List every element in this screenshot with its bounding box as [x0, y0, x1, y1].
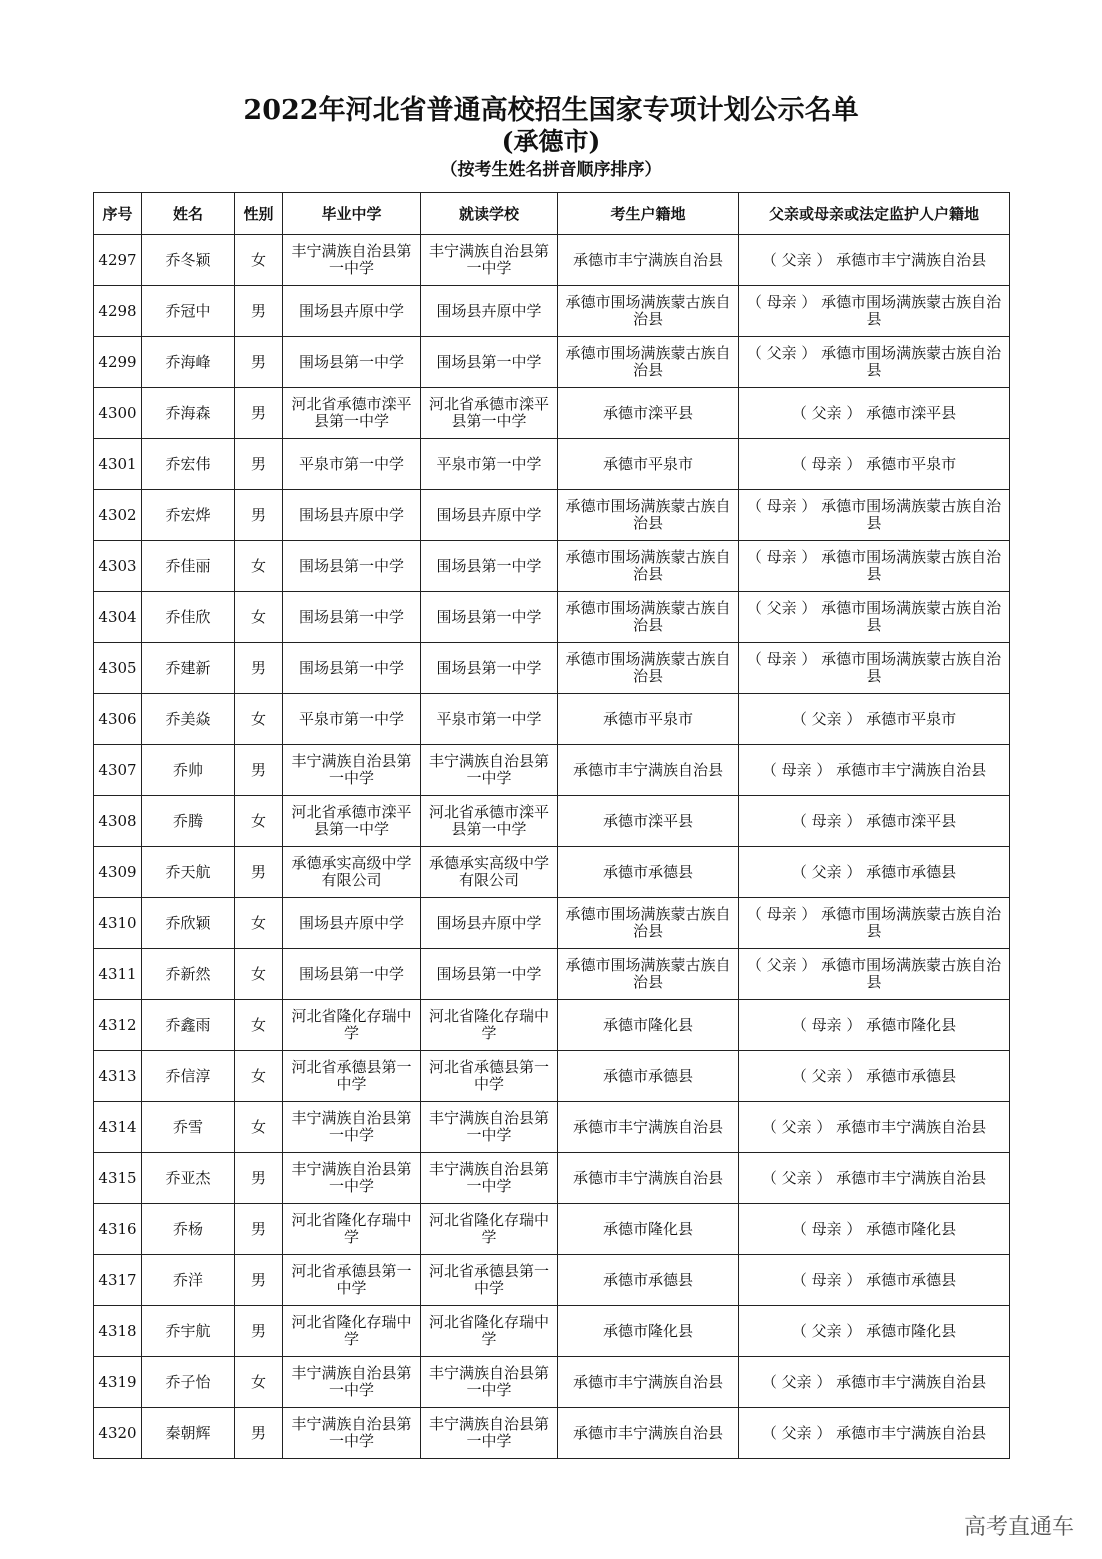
- cell-graduation-school: 河北省隆化存瑞中学: [283, 1000, 421, 1051]
- cell-guardian-hukou: （ 父亲 ） 承德市丰宁满族自治县: [739, 1153, 1010, 1204]
- cell-graduation-school: 围场县第一中学: [283, 541, 421, 592]
- cell-current-school: 丰宁满族自治县第一中学: [421, 745, 558, 796]
- table-row: [94, 949, 1010, 1000]
- table-row: [94, 847, 1010, 898]
- cell-graduation-school: 丰宁满族自治县第一中学: [283, 745, 421, 796]
- cell-guardian-hukou: （ 母亲 ） 承德市隆化县: [739, 1000, 1010, 1051]
- cell-serial: 4306: [94, 694, 142, 745]
- cell-graduation-school: 河北省隆化存瑞中学: [283, 1204, 421, 1255]
- roster-body: [94, 235, 1010, 1459]
- cell-serial: 4320: [94, 1408, 142, 1459]
- cell-current-school: 围场县第一中学: [421, 643, 558, 694]
- table-row: [94, 1051, 1010, 1102]
- cell-current-school: 丰宁满族自治县第一中学: [421, 1102, 558, 1153]
- cell-gender: 男: [235, 337, 283, 388]
- cell-student-hukou: 承德市围场满族蒙古族自治县: [558, 337, 739, 388]
- cell-name: 乔帅: [142, 745, 235, 796]
- cell-serial: 4302: [94, 490, 142, 541]
- cell-gender: 女: [235, 898, 283, 949]
- cell-name: 乔亚杰: [142, 1153, 235, 1204]
- header-guardian-hukou: 父亲或母亲或法定监护人户籍地: [739, 193, 1010, 235]
- cell-gender: 女: [235, 949, 283, 1000]
- cell-gender: 女: [235, 1051, 283, 1102]
- table-row: [94, 1153, 1010, 1204]
- table-row: [94, 898, 1010, 949]
- cell-serial: 4318: [94, 1306, 142, 1357]
- cell-student-hukou: 承德市承德县: [558, 1051, 739, 1102]
- cell-guardian-hukou: （ 父亲 ） 承德市丰宁满族自治县: [739, 1357, 1010, 1408]
- cell-gender: 女: [235, 235, 283, 286]
- cell-guardian-hukou: （ 父亲 ） 承德市平泉市: [739, 694, 1010, 745]
- cell-graduation-school: 丰宁满族自治县第一中学: [283, 1408, 421, 1459]
- cell-name: 乔杨: [142, 1204, 235, 1255]
- cell-serial: 4313: [94, 1051, 142, 1102]
- cell-student-hukou: 承德市隆化县: [558, 1306, 739, 1357]
- cell-graduation-school: 围场县卉原中学: [283, 898, 421, 949]
- cell-graduation-school: 围场县第一中学: [283, 592, 421, 643]
- cell-guardian-hukou: （ 父亲 ） 承德市隆化县: [739, 1306, 1010, 1357]
- cell-name: 乔洋: [142, 1255, 235, 1306]
- cell-gender: 男: [235, 1204, 283, 1255]
- cell-name: 乔新然: [142, 949, 235, 1000]
- cell-name: 乔宏烨: [142, 490, 235, 541]
- cell-name: 乔冬颖: [142, 235, 235, 286]
- cell-serial: 4303: [94, 541, 142, 592]
- cell-current-school: 河北省承德市滦平县第一中学: [421, 388, 558, 439]
- header-gender: 性别: [235, 193, 283, 235]
- cell-gender: 男: [235, 1153, 283, 1204]
- cell-student-hukou: 承德市围场满族蒙古族自治县: [558, 898, 739, 949]
- cell-gender: 男: [235, 643, 283, 694]
- cell-name: 乔冠中: [142, 286, 235, 337]
- cell-serial: 4309: [94, 847, 142, 898]
- cell-student-hukou: 承德市围场满族蒙古族自治县: [558, 541, 739, 592]
- cell-gender: 女: [235, 1357, 283, 1408]
- cell-name: 乔天航: [142, 847, 235, 898]
- cell-gender: 男: [235, 439, 283, 490]
- cell-name: 乔海峰: [142, 337, 235, 388]
- cell-graduation-school: 河北省承德市滦平县第一中学: [283, 388, 421, 439]
- cell-student-hukou: 承德市滦平县: [558, 388, 739, 439]
- table-row: [94, 1408, 1010, 1459]
- cell-student-hukou: 承德市丰宁满族自治县: [558, 1408, 739, 1459]
- cell-student-hukou: 承德市围场满族蒙古族自治县: [558, 949, 739, 1000]
- cell-student-hukou: 承德市围场满族蒙古族自治县: [558, 490, 739, 541]
- cell-name: 乔佳欣: [142, 592, 235, 643]
- cell-guardian-hukou: （ 母亲 ） 承德市滦平县: [739, 796, 1010, 847]
- cell-graduation-school: 围场县卉原中学: [283, 490, 421, 541]
- cell-graduation-school: 丰宁满族自治县第一中学: [283, 1102, 421, 1153]
- cell-current-school: 河北省承德县第一中学: [421, 1255, 558, 1306]
- cell-current-school: 平泉市第一中学: [421, 439, 558, 490]
- table-row: [94, 1357, 1010, 1408]
- cell-gender: 男: [235, 745, 283, 796]
- cell-current-school: 围场县卉原中学: [421, 898, 558, 949]
- header-current-school: 就读学校: [421, 193, 558, 235]
- cell-serial: 4312: [94, 1000, 142, 1051]
- cell-current-school: 河北省隆化存瑞中学: [421, 1306, 558, 1357]
- cell-current-school: 围场县第一中学: [421, 337, 558, 388]
- cell-guardian-hukou: （ 母亲 ） 承德市围场满族蒙古族自治县: [739, 643, 1010, 694]
- cell-guardian-hukou: （ 母亲 ） 承德市围场满族蒙古族自治县: [739, 898, 1010, 949]
- cell-current-school: 丰宁满族自治县第一中学: [421, 235, 558, 286]
- cell-student-hukou: 承德市丰宁满族自治县: [558, 745, 739, 796]
- cell-gender: 男: [235, 388, 283, 439]
- cell-guardian-hukou: （ 母亲 ） 承德市平泉市: [739, 439, 1010, 490]
- table-row: [94, 541, 1010, 592]
- cell-guardian-hukou: （ 母亲 ） 承德市承德县: [739, 1255, 1010, 1306]
- cell-serial: 4298: [94, 286, 142, 337]
- cell-serial: 4304: [94, 592, 142, 643]
- document-subtitle: (承德市): [501, 127, 601, 156]
- cell-current-school: 丰宁满族自治县第一中学: [421, 1357, 558, 1408]
- cell-graduation-school: 围场县第一中学: [283, 643, 421, 694]
- document-title: 2022年河北省普通高校招生国家专项计划公示名单: [243, 95, 859, 126]
- cell-graduation-school: 丰宁满族自治县第一中学: [283, 1357, 421, 1408]
- cell-graduation-school: 丰宁满族自治县第一中学: [283, 1153, 421, 1204]
- table-row: [94, 1255, 1010, 1306]
- cell-serial: 4317: [94, 1255, 142, 1306]
- cell-student-hukou: 承德市丰宁满族自治县: [558, 1102, 739, 1153]
- cell-student-hukou: 承德市丰宁满族自治县: [558, 1357, 739, 1408]
- cell-serial: 4315: [94, 1153, 142, 1204]
- roster-table: [93, 192, 1010, 1459]
- cell-guardian-hukou: （ 父亲 ） 承德市承德县: [739, 1051, 1010, 1102]
- cell-name: 乔鑫雨: [142, 1000, 235, 1051]
- cell-name: 乔建新: [142, 643, 235, 694]
- table-row: [94, 439, 1010, 490]
- cell-gender: 男: [235, 1255, 283, 1306]
- cell-guardian-hukou: （ 父亲 ） 承德市承德县: [739, 847, 1010, 898]
- cell-graduation-school: 承德承实高级中学有限公司: [283, 847, 421, 898]
- cell-guardian-hukou: （ 父亲 ） 承德市围场满族蒙古族自治县: [739, 949, 1010, 1000]
- cell-student-hukou: 承德市围场满族蒙古族自治县: [558, 286, 739, 337]
- cell-serial: 4307: [94, 745, 142, 796]
- cell-gender: 女: [235, 796, 283, 847]
- cell-current-school: 河北省隆化存瑞中学: [421, 1000, 558, 1051]
- cell-gender: 女: [235, 592, 283, 643]
- table-row: [94, 592, 1010, 643]
- cell-serial: 4308: [94, 796, 142, 847]
- header-graduation-school: 毕业中学: [283, 193, 421, 235]
- header-name: 姓名: [142, 193, 235, 235]
- cell-current-school: 河北省承德市滦平县第一中学: [421, 796, 558, 847]
- cell-serial: 4319: [94, 1357, 142, 1408]
- table-row: [94, 286, 1010, 337]
- cell-name: 乔欣颖: [142, 898, 235, 949]
- cell-guardian-hukou: （ 母亲 ） 承德市隆化县: [739, 1204, 1010, 1255]
- cell-student-hukou: 承德市滦平县: [558, 796, 739, 847]
- cell-graduation-school: 平泉市第一中学: [283, 694, 421, 745]
- cell-graduation-school: 围场县卉原中学: [283, 286, 421, 337]
- cell-guardian-hukou: （ 父亲 ） 承德市丰宁满族自治县: [739, 1102, 1010, 1153]
- cell-current-school: 围场县卉原中学: [421, 490, 558, 541]
- table-row: [94, 1204, 1010, 1255]
- table-row: [94, 388, 1010, 439]
- cell-student-hukou: 承德市平泉市: [558, 439, 739, 490]
- cell-guardian-hukou: （ 母亲 ） 承德市围场满族蒙古族自治县: [739, 541, 1010, 592]
- table-row: [94, 694, 1010, 745]
- cell-serial: 4311: [94, 949, 142, 1000]
- cell-gender: 女: [235, 541, 283, 592]
- cell-gender: 女: [235, 694, 283, 745]
- cell-graduation-school: 平泉市第一中学: [283, 439, 421, 490]
- cell-guardian-hukou: （ 母亲 ） 承德市围场满族蒙古族自治县: [739, 490, 1010, 541]
- cell-student-hukou: 承德市平泉市: [558, 694, 739, 745]
- cell-current-school: 围场县第一中学: [421, 949, 558, 1000]
- cell-student-hukou: 承德市承德县: [558, 1255, 739, 1306]
- table-row: [94, 1306, 1010, 1357]
- cell-student-hukou: 承德市围场满族蒙古族自治县: [558, 643, 739, 694]
- cell-current-school: 河北省承德县第一中学: [421, 1051, 558, 1102]
- cell-current-school: 承德承实高级中学有限公司: [421, 847, 558, 898]
- cell-guardian-hukou: （ 父亲 ） 承德市围场满族蒙古族自治县: [739, 592, 1010, 643]
- cell-name: 乔宇航: [142, 1306, 235, 1357]
- cell-name: 秦朝辉: [142, 1408, 235, 1459]
- cell-student-hukou: 承德市丰宁满族自治县: [558, 1153, 739, 1204]
- table-row: [94, 235, 1010, 286]
- cell-graduation-school: 河北省承德县第一中学: [283, 1051, 421, 1102]
- cell-name: 乔宏伟: [142, 439, 235, 490]
- cell-guardian-hukou: （ 母亲 ） 承德市丰宁满族自治县: [739, 745, 1010, 796]
- cell-name: 乔雪: [142, 1102, 235, 1153]
- cell-serial: 4314: [94, 1102, 142, 1153]
- cell-guardian-hukou: （ 父亲 ） 承德市丰宁满族自治县: [739, 235, 1010, 286]
- cell-graduation-school: 河北省承德县第一中学: [283, 1255, 421, 1306]
- cell-graduation-school: 河北省承德市滦平县第一中学: [283, 796, 421, 847]
- cell-name: 乔信淳: [142, 1051, 235, 1102]
- cell-gender: 女: [235, 1102, 283, 1153]
- cell-current-school: 围场县第一中学: [421, 592, 558, 643]
- cell-student-hukou: 承德市丰宁满族自治县: [558, 235, 739, 286]
- table-row: [94, 337, 1010, 388]
- cell-current-school: 丰宁满族自治县第一中学: [421, 1153, 558, 1204]
- cell-current-school: 河北省隆化存瑞中学: [421, 1204, 558, 1255]
- cell-gender: 男: [235, 1306, 283, 1357]
- header-student-hukou: 考生户籍地: [558, 193, 739, 235]
- cell-current-school: 围场县卉原中学: [421, 286, 558, 337]
- cell-serial: 4300: [94, 388, 142, 439]
- cell-name: 乔子怡: [142, 1357, 235, 1408]
- cell-gender: 女: [235, 1000, 283, 1051]
- cell-current-school: 平泉市第一中学: [421, 694, 558, 745]
- cell-gender: 男: [235, 847, 283, 898]
- cell-name: 乔美焱: [142, 694, 235, 745]
- table-row: [94, 643, 1010, 694]
- cell-graduation-school: 围场县第一中学: [283, 949, 421, 1000]
- cell-serial: 4301: [94, 439, 142, 490]
- cell-student-hukou: 承德市隆化县: [558, 1000, 739, 1051]
- cell-name: 乔佳丽: [142, 541, 235, 592]
- cell-serial: 4310: [94, 898, 142, 949]
- cell-graduation-school: 河北省隆化存瑞中学: [283, 1306, 421, 1357]
- cell-gender: 男: [235, 1408, 283, 1459]
- table-row: [94, 1102, 1010, 1153]
- cell-graduation-school: 围场县第一中学: [283, 337, 421, 388]
- sort-note: （按考生姓名拼音顺序排序）: [440, 160, 662, 180]
- cell-student-hukou: 承德市隆化县: [558, 1204, 739, 1255]
- cell-serial: 4316: [94, 1204, 142, 1255]
- cell-student-hukou: 承德市承德县: [558, 847, 739, 898]
- cell-name: 乔海森: [142, 388, 235, 439]
- cell-serial: 4297: [94, 235, 142, 286]
- cell-guardian-hukou: （ 父亲 ） 承德市滦平县: [739, 388, 1010, 439]
- table-row: [94, 796, 1010, 847]
- header-serial: 序号: [94, 193, 142, 235]
- cell-serial: 4305: [94, 643, 142, 694]
- cell-guardian-hukou: （ 父亲 ） 承德市围场满族蒙古族自治县: [739, 337, 1010, 388]
- watermark: 高考直通车: [963, 1515, 1074, 1540]
- cell-guardian-hukou: （ 母亲 ） 承德市围场满族蒙古族自治县: [739, 286, 1010, 337]
- cell-guardian-hukou: （ 父亲 ） 承德市丰宁满族自治县: [739, 1408, 1010, 1459]
- cell-graduation-school: 丰宁满族自治县第一中学: [283, 235, 421, 286]
- header-row: [94, 193, 1010, 235]
- cell-serial: 4299: [94, 337, 142, 388]
- cell-current-school: 丰宁满族自治县第一中学: [421, 1408, 558, 1459]
- cell-gender: 男: [235, 286, 283, 337]
- table-row: [94, 490, 1010, 541]
- cell-current-school: 围场县第一中学: [421, 541, 558, 592]
- table-row: [94, 745, 1010, 796]
- cell-student-hukou: 承德市围场满族蒙古族自治县: [558, 592, 739, 643]
- table-row: [94, 1000, 1010, 1051]
- cell-gender: 男: [235, 490, 283, 541]
- cell-name: 乔腾: [142, 796, 235, 847]
